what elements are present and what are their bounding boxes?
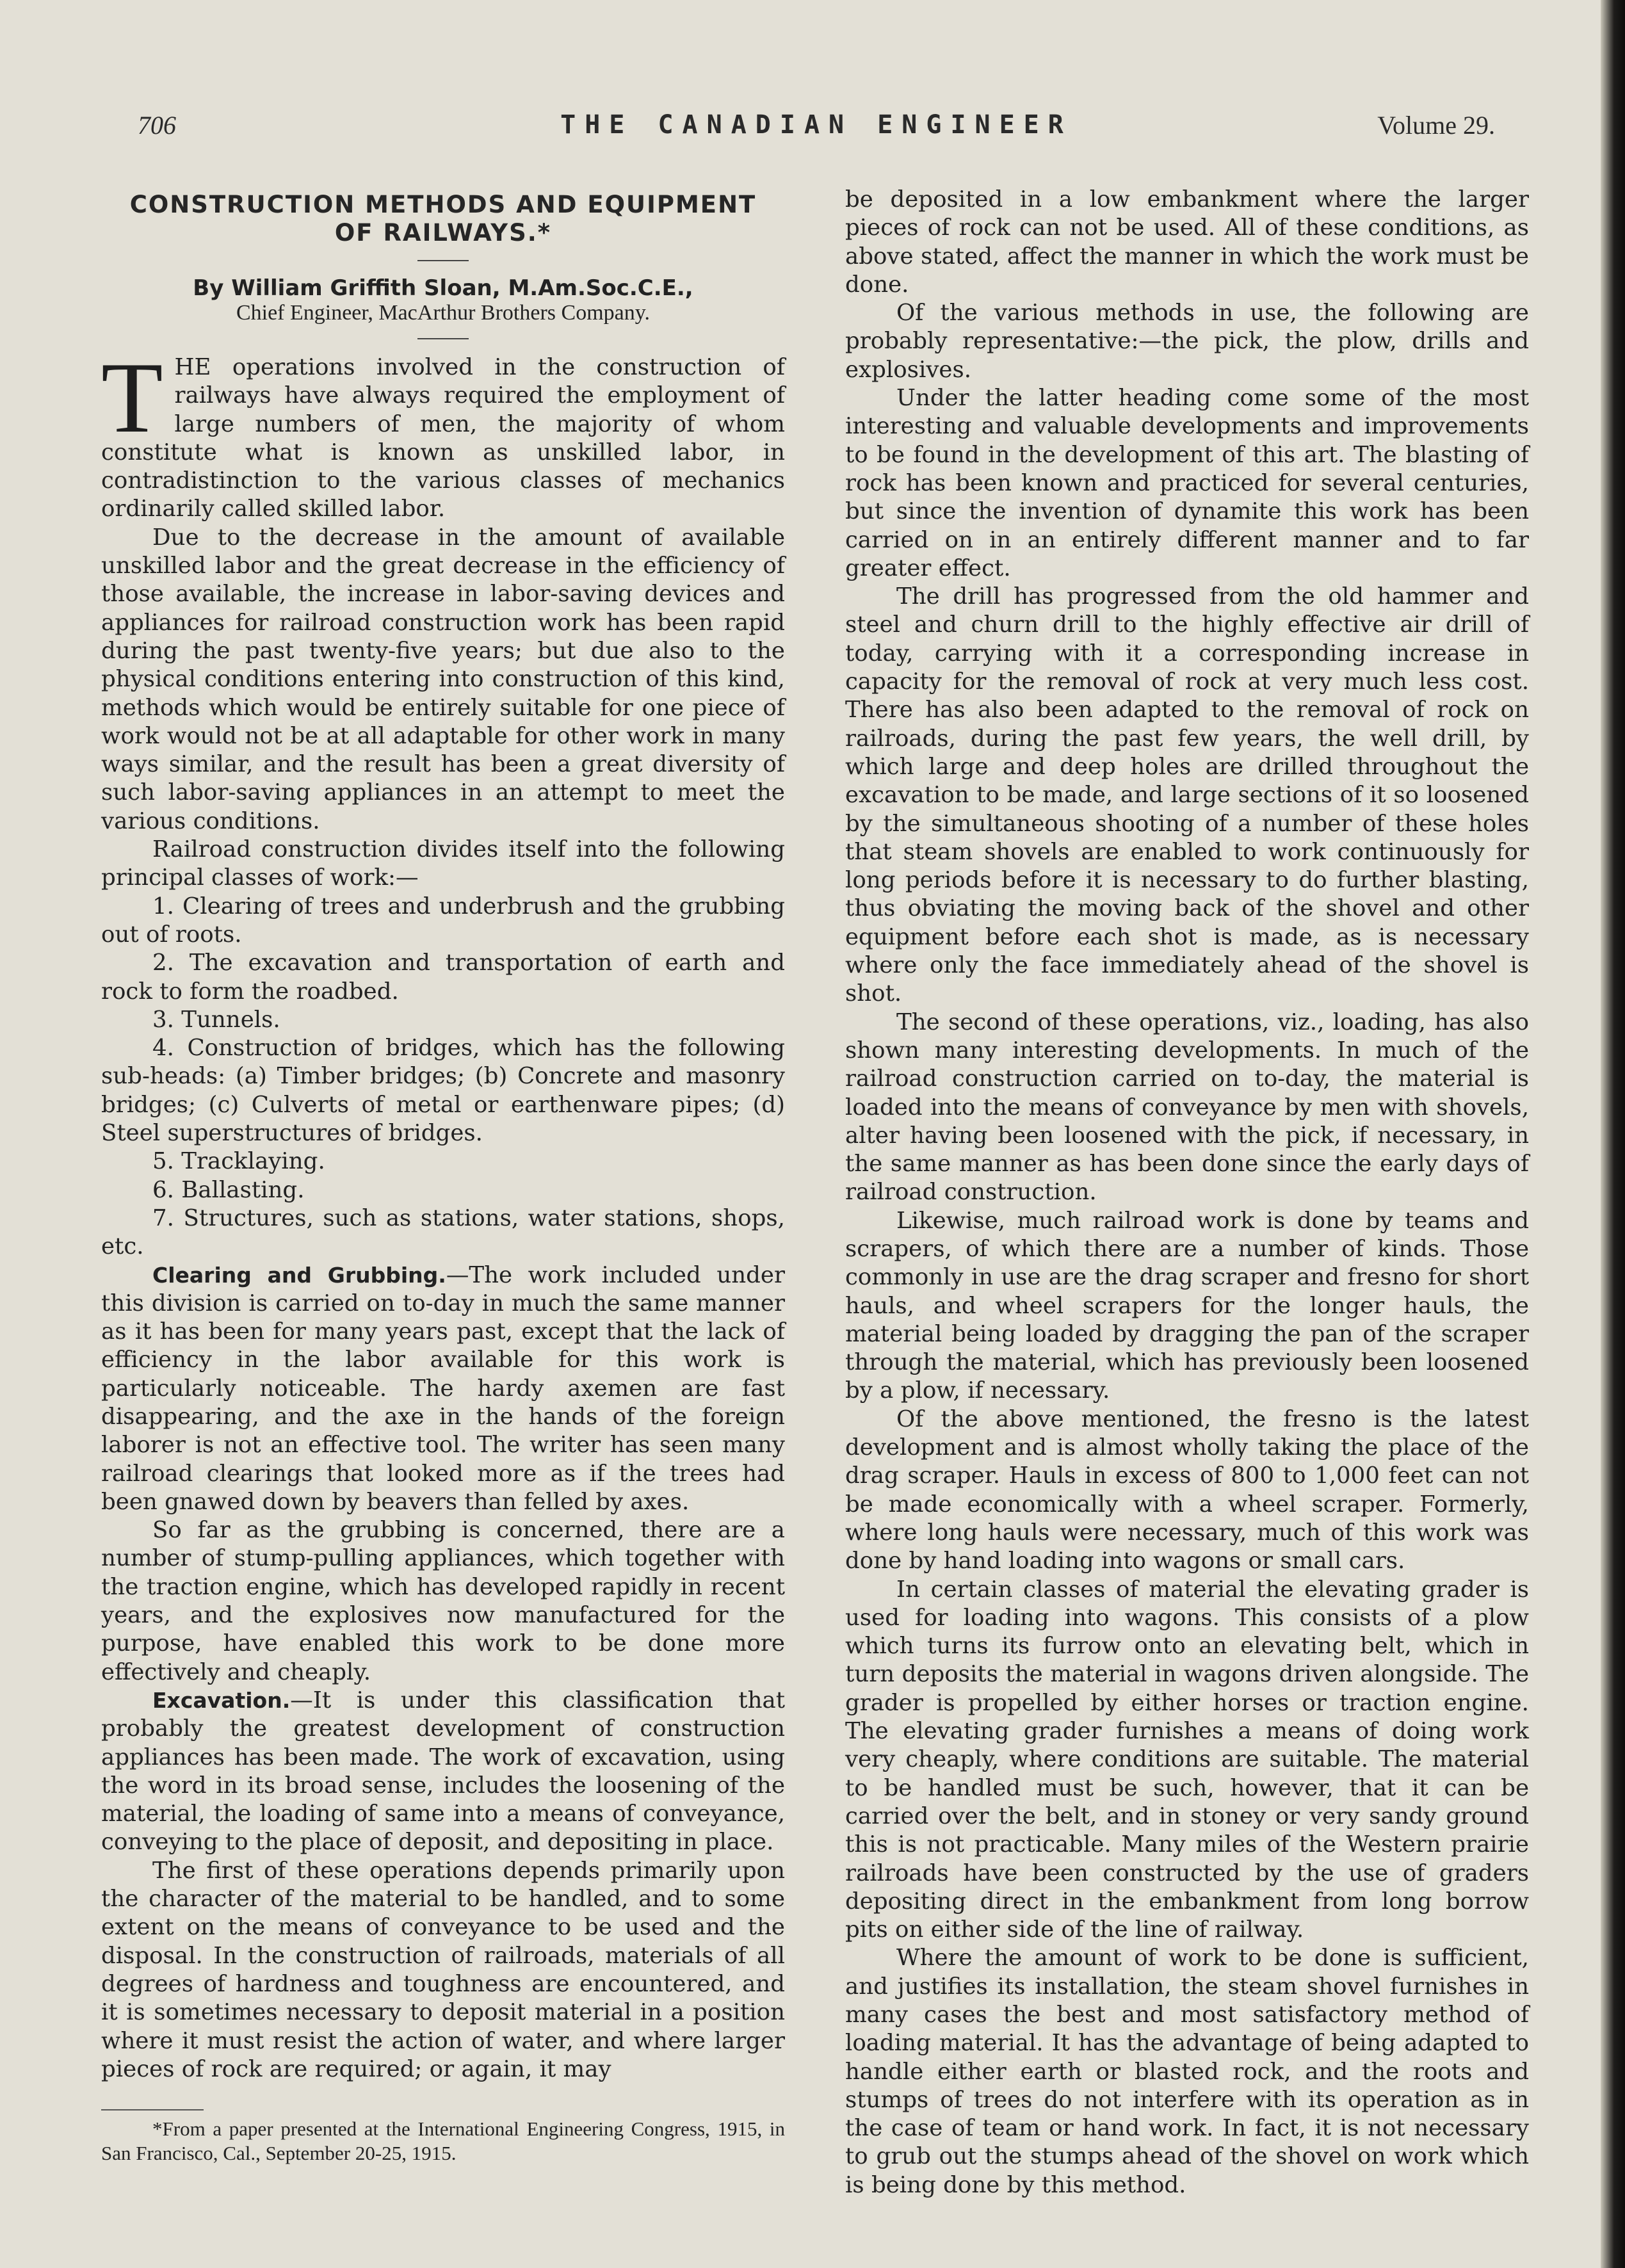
paragraph: So far as the grubbing is concerned, there are a number of stump-pulling appliances, which together with the traction engine, which has developed rapidly in recent years, and the explosives now manufactured for the purpose, have enabled this work to be done more effectively and cheaply. xyxy=(101,1517,785,1685)
title-line-1: CONSTRUCTION METHODS AND EQUIPMENT xyxy=(129,191,757,218)
paragraph: The first of these operations depends primarily upon the character of the material to be handled, and to some extent on the means of conveyance to be used and the disposal. In the construction of railroads, materials of all degrees of hardness and toughness are encountered, and it is sometimes necessary to deposit material in a position where it must resist the action of water, and where larger pieces of rock are required; or again, it may xyxy=(101,1857,785,2082)
byline-divider xyxy=(417,338,469,339)
section-heading-excavation: Excavation. xyxy=(152,1687,291,1713)
paragraph: Of the various methods in use, the following are probably representative:—the pick, the plow, drills and explosives. xyxy=(845,300,1529,383)
paragraph: Railroad construction divides itself into the following principal classes of work:— xyxy=(101,836,785,891)
left-column xyxy=(101,186,785,2166)
paragraph: The drill has progressed from the old hammer and steel and churn drill to the highly effective air drill of today, carrying with it a corresponding increase in capacity for the removal of rock at very much less cost. There has also been adapted to the removal of rock on railroads, during the past few years, the well drill, by which large and deep holes are drilled throughout the excavation to be made, and large sections of it so loosened by the simultaneous shooting of a number of these holes that steam shovels are enabled to work continuously for long periods before it is necessary to do further blasting, thus obviating the moving back of the shovel and other equipment before each shot is made, as is necessary where only the face immediately ahead of the shovel is shot. xyxy=(845,583,1529,1007)
clearing-paragraph: Clearing and Grubbing.—The work included under this division is carried on to-day in much the same manner as it has been for many years past, except that the lack of efficiency in the labor available for this work is particularly noticeable. The hardy axemen are fast disappearing, and the axe in the hands of the foreign laborer is not an effective tool. The writer has seen many railroad clearings that looked more as if the trees had been gnawed down by beavers than felled by axes. xyxy=(101,1261,785,1515)
right-column xyxy=(845,186,1529,2199)
drop-cap: T xyxy=(101,342,163,454)
title-line-2: OF RAILWAYS.* xyxy=(334,219,552,247)
list-item: 5. Tracklaying. xyxy=(152,1148,325,1175)
byline: By William Griffith Sloan, M.Am.Soc.C.E., xyxy=(193,275,693,301)
paragraph: In certain classes of material the elevating grader is used for loading into wagons. This consists of a plow which turns its furrow onto an elevating belt, which in turn deposits the material in wagons driven alongside. The grader is propelled by either horses or traction engine. The elevating grader furnishes a means of doing work very cheaply, where conditions are suitable. The material to be handled must be such, however, that it can be carried over the belt, and in stoney or very sandy ground this is not practicable. Many miles of the Western prairie railroads have been constructed by the use of graders depositing direct in the embankment from long borrow pits on either side of the line of railway. xyxy=(845,1576,1529,1943)
binding-edge xyxy=(1601,0,1625,2268)
intro-paragraph xyxy=(101,342,785,524)
volume-label: Volume 29. xyxy=(1377,111,1495,140)
list-item: 2. The excavation and transportation of earth and rock to form the roadbed. xyxy=(101,950,785,1005)
paragraph: Due to the decrease in the amount of available unskilled labor and the great decrease in the efficiency of those available, the increase in labor-saving devices and appliances for railroad construction work has been rapid during the past twenty-five years; but due also to the physical conditions entering into construction of this kind, methods which would be entirely suitable for one piece of work would not be at all adaptable for other work in many ways similar, and the result has been a great diversity of such labor-saving appliances in an attempt to meet the various conditions. xyxy=(101,524,785,834)
list-item: 7. Structures, such as stations, water stations, shops, etc. xyxy=(101,1204,785,1260)
section-heading-clearing: Clearing and Grubbing. xyxy=(152,1262,446,1288)
excavation-paragraph: Excavation.—It is under this classification that probably the greatest development of construction appliances has been made. The work of excavation, using the word in its broad sense, includes the loosening of the material, the loading of same into a means of conveyance, conveying to the place of deposit, and depositing in place. xyxy=(101,1687,785,1856)
list-item: 4. Construction of bridges, which has the following sub-heads: (a) Timber bridges; (b) Concrete and masonry bridges; (c) Culverts of metal or earthenware pipes; (d) Steel superstructures of bridges. xyxy=(101,1035,785,1147)
title-divider xyxy=(417,260,469,261)
footnote: *From a paper presented at the International Engineering Congress, 1915, in San Francisco, Cal., September 20-25, 1915. xyxy=(101,2118,785,2165)
paragraph: Under the latter heading come some of the most interesting and valuable developments and improvements to be found in the development of this art. The blasting of rock has been known and practiced for several centuries, but since the invention of dynamite this work has been carried on in an entirely different manner and to far greater effect. xyxy=(845,385,1529,581)
article-title xyxy=(101,191,785,247)
author-affiliation: Chief Engineer, MacArthur Brothers Company. xyxy=(236,301,651,325)
list-item: 1. Clearing of trees and underbrush and the grubbing out of roots. xyxy=(101,893,785,948)
page-number: 706 xyxy=(138,111,176,140)
list-item: 6. Ballasting. xyxy=(152,1176,305,1203)
paragraph: Likewise, much railroad work is done by teams and scrapers, of which there are a number of kinds. Those commonly in use are the drag scraper and fresno for short hauls, and wheel scrapers for the longer hauls, the material being loaded by dragging the pan of the scraper through the material, which has previously been loosened by a plow, if necessary. xyxy=(845,1207,1529,1404)
intro-text: HE operations involved in the construction of railways have always required the employment of large numbers of men, the majority of whom constitute what is known as unskilled labor, in contradistinction to the various classes of mechanics ordinarily called skilled labor. xyxy=(101,354,785,522)
paragraph: Where the amount of work to be done is sufficient, and justifies its installation, the steam shovel furnishes in many cases the best and most satisfactory method of loading material. It has the advantage of being adapted to handle either earth or blasted rock, and the roots and stumps of trees do not interfere with its operation as in the case of team or hand work. In fact, it is not necessary to grub out the stumps ahead of the shovel on work which is being done by this method. xyxy=(845,1945,1529,2198)
paragraph: Of the above mentioned, the fresno is the latest development and is almost wholly taking the place of the drag scraper. Hauls in excess of 800 to 1,000 feet can not be made economically with a wheel scraper. Formerly, where long hauls were necessary, much of this work was done by hand loading into wagons or small cars. xyxy=(845,1405,1529,1575)
paragraph: be deposited in a low embankment where the larger pieces of rock can not be used. All of these conditions, as above stated, affect the manner in which the work must be done. xyxy=(845,186,1529,298)
footnote-divider xyxy=(101,2109,204,2110)
publication-title: THE CANADIAN ENGINEER xyxy=(560,110,1072,140)
paragraph: The second of these operations, viz., loading, has also shown many interesting developments. In much of the railroad construction carried on to-day, the material is loaded into the means of conveyance by men with shovels, alter having been loosened with the pick, if necessary, in the same manner as has been done since the early days of railroad construction. xyxy=(845,1008,1529,1206)
list-item: 3. Tunnels. xyxy=(152,1006,280,1033)
running-head xyxy=(138,110,1495,149)
